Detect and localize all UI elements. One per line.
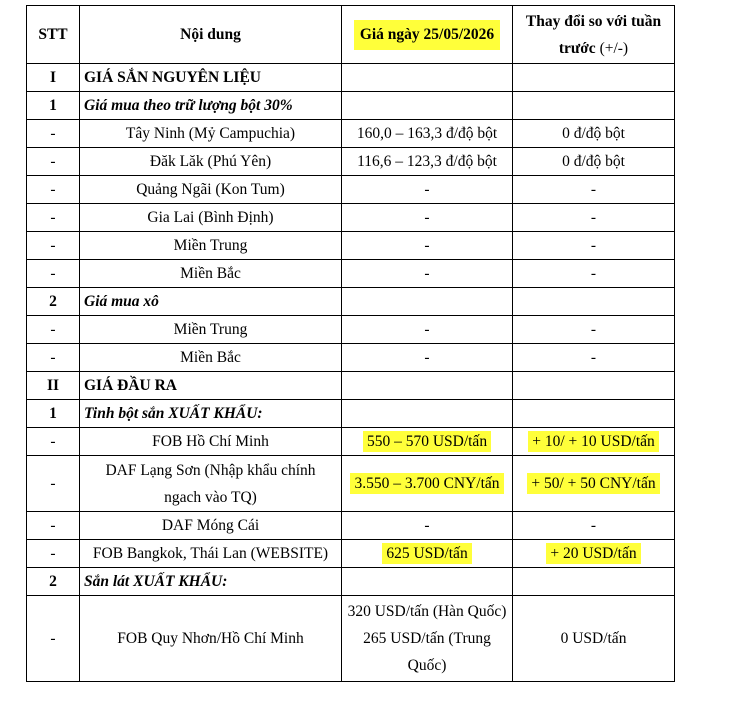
- subsection-stt: 1: [27, 92, 80, 120]
- section-row-2: [27, 372, 675, 400]
- subsection-stt: 2: [27, 288, 80, 316]
- subsection-stt: 1: [27, 400, 80, 428]
- row-name: Gia Lai (Bình Định): [80, 204, 342, 232]
- row-name: Miền Bắc: [80, 260, 342, 288]
- section-title: GIÁ ĐẦU RA: [80, 372, 342, 400]
- table-row: [27, 540, 675, 568]
- row-change: -: [513, 260, 675, 288]
- row-change: -: [513, 512, 675, 540]
- row-name: DAF Móng Cái: [80, 512, 342, 540]
- highlighted-price: 625 USD/tấn: [382, 543, 471, 564]
- empty-cell: [513, 568, 675, 596]
- highlighted-price: 550 – 570 USD/tấn: [363, 431, 491, 452]
- table-row: [27, 316, 675, 344]
- row-stt: -: [27, 596, 80, 682]
- row-change: 0 USD/tấn: [513, 596, 675, 682]
- row-price: -: [342, 316, 513, 344]
- subsection-title: Giá mua theo trữ lượng bột 30%: [80, 92, 342, 120]
- row-price-line1: 320 USD/tấn (Hàn Quốc): [347, 603, 507, 620]
- row-price: -: [342, 260, 513, 288]
- row-price: [342, 596, 513, 682]
- section-row-1: [27, 64, 675, 92]
- row-price-line2: 265 USD/tấn (Trung: [363, 630, 491, 647]
- row-stt: -: [27, 540, 80, 568]
- row-name: Quảng Ngãi (Kon Tum): [80, 176, 342, 204]
- table-row: [27, 512, 675, 540]
- row-price: 116,6 – 123,3 đ/độ bột: [342, 148, 513, 176]
- highlighted-change: + 10/ + 10 USD/tấn: [528, 431, 659, 452]
- row-stt: -: [27, 260, 80, 288]
- empty-cell: [342, 400, 513, 428]
- subsection-row: [27, 568, 675, 596]
- price-report-sheet: [26, 5, 675, 682]
- table-row: [27, 428, 675, 456]
- section-stt: II: [27, 372, 80, 400]
- table-row: [27, 120, 675, 148]
- row-name: FOB Hồ Chí Minh: [80, 428, 342, 456]
- row-price: -: [342, 232, 513, 260]
- table-row: [27, 148, 675, 176]
- row-change: [513, 540, 675, 568]
- row-price: -: [342, 512, 513, 540]
- empty-cell: [342, 372, 513, 400]
- subsection-title: Sắn lát XUẤT KHẨU:: [80, 568, 342, 596]
- highlighted-price: 3.550 – 3.700 CNY/tấn: [350, 473, 503, 494]
- table-row: [27, 176, 675, 204]
- row-price-line3: Quốc): [407, 657, 447, 674]
- table-row: [27, 456, 675, 512]
- highlighted-change: + 20 USD/tấn: [546, 543, 640, 564]
- row-change: [513, 428, 675, 456]
- row-name: [80, 456, 342, 512]
- row-stt: -: [27, 428, 80, 456]
- row-stt: -: [27, 204, 80, 232]
- highlighted-change: + 50/ + 50 CNY/tấn: [527, 473, 659, 494]
- header-thay-doi-line1: Thay đổi so với tuần: [525, 12, 662, 30]
- table-row: [27, 596, 675, 682]
- row-stt: -: [27, 232, 80, 260]
- header-gia-label: Giá ngày 25/05/2026: [354, 20, 500, 50]
- header-gia: [342, 6, 513, 64]
- row-price: 160,0 – 163,3 đ/độ bột: [342, 120, 513, 148]
- header-thay-doi-truoc: trước: [558, 39, 596, 57]
- row-change: -: [513, 316, 675, 344]
- subsection-stt: 2: [27, 568, 80, 596]
- empty-cell: [513, 372, 675, 400]
- empty-cell: [513, 400, 675, 428]
- row-name-line2: ngach vào TQ): [164, 488, 257, 506]
- subsection-title: Tinh bột sắn XUẤT KHẨU:: [80, 400, 342, 428]
- row-price: -: [342, 176, 513, 204]
- empty-cell: [513, 64, 675, 92]
- subsection-title: Giá mua xô: [80, 288, 342, 316]
- empty-cell: [342, 568, 513, 596]
- row-stt: -: [27, 344, 80, 372]
- row-change: -: [513, 344, 675, 372]
- row-stt: -: [27, 120, 80, 148]
- row-change: -: [513, 204, 675, 232]
- row-price: [342, 540, 513, 568]
- header-noi-dung: Nội dung: [80, 6, 342, 64]
- section-stt: I: [27, 64, 80, 92]
- row-price: -: [342, 204, 513, 232]
- empty-cell: [513, 92, 675, 120]
- row-price: [342, 428, 513, 456]
- price-table: [26, 5, 675, 682]
- row-name: FOB Quy Nhơn/Hồ Chí Minh: [80, 596, 342, 682]
- row-name: Tây Ninh (Mỷ Campuchia): [80, 120, 342, 148]
- empty-cell: [342, 92, 513, 120]
- subsection-row: [27, 400, 675, 428]
- row-change: -: [513, 232, 675, 260]
- row-stt: -: [27, 176, 80, 204]
- subsection-row: [27, 92, 675, 120]
- row-name: Miền Trung: [80, 316, 342, 344]
- header-thay-doi: [513, 6, 675, 64]
- row-name: Miền Trung: [80, 232, 342, 260]
- row-change: -: [513, 176, 675, 204]
- row-name-line1: DAF Lạng Sơn (Nhập khẩu chính: [105, 461, 316, 479]
- row-change: 0 đ/độ bột: [513, 120, 675, 148]
- row-name: Đăk Lăk (Phú Yên): [80, 148, 342, 176]
- row-stt: -: [27, 512, 80, 540]
- row-stt: -: [27, 456, 80, 512]
- row-price: [342, 456, 513, 512]
- section-title: GIÁ SẮN NGUYÊN LIỆU: [80, 64, 342, 92]
- empty-cell: [513, 288, 675, 316]
- empty-cell: [342, 288, 513, 316]
- table-row: [27, 260, 675, 288]
- table-row: [27, 232, 675, 260]
- row-name: FOB Bangkok, Thái Lan (WEBSITE): [80, 540, 342, 568]
- row-name: Miền Bắc: [80, 344, 342, 372]
- row-change: [513, 456, 675, 512]
- table-header-row: [27, 6, 675, 64]
- row-stt: -: [27, 148, 80, 176]
- table-row: [27, 344, 675, 372]
- row-change: 0 đ/độ bột: [513, 148, 675, 176]
- empty-cell: [342, 64, 513, 92]
- header-thay-doi-suffix: (+/-): [595, 39, 629, 57]
- table-row: [27, 204, 675, 232]
- subsection-row: [27, 288, 675, 316]
- row-stt: -: [27, 316, 80, 344]
- header-stt: STT: [27, 6, 80, 64]
- row-price: -: [342, 344, 513, 372]
- header-thay-doi-line2: [517, 35, 670, 62]
